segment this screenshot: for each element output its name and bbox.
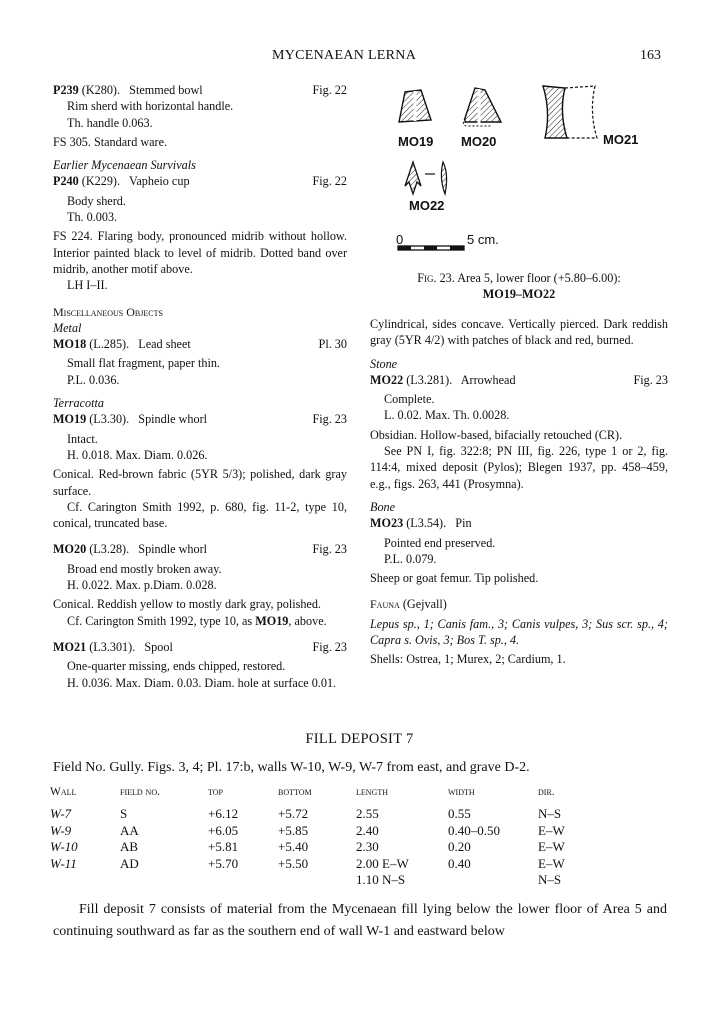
entry-mo18 — [53, 336, 347, 388]
left-column — [53, 82, 347, 691]
entry-desc: Conical. Red-brown fabric (5YR 5/3); polished, dark gray surface. — [53, 467, 347, 498]
mo21-drawing — [543, 86, 597, 138]
figure-ref: Fig. 23 — [312, 412, 347, 427]
entry-desc: FS 224. Flaring body, pronounced midrib without hollow. Interior painted black to level of midrib. Dotted band over midrib, another motif above. — [53, 229, 347, 276]
entry-line: Complete. — [384, 392, 435, 407]
catalog-id: MO19 — [53, 412, 87, 427]
section-heading: Miscellaneous Objects — [53, 304, 163, 319]
entry-p239 — [53, 82, 347, 150]
table-row: W-10 AB +5.81 +5.40 2.30 0.20 E–W — [50, 839, 565, 855]
field-info-line: Field No. Gully. Figs. 3, 4; Pl. 17:b, walls W-10, W-9, W-7 from east, and grave D-2. — [53, 760, 530, 775]
field-number: (L3.301). — [89, 639, 136, 654]
entry-line: Broad end mostly broken away. — [67, 561, 222, 576]
cross-ref: MO19 — [255, 613, 289, 628]
fauna-list: Lepus sp., 1; Canis fam., 3; Canis vulpes, 3; Sus scr. sp., 4; Capra s. Ovis, 3; Bos T. sp., 4. — [370, 616, 668, 648]
entry-line: One-quarter missing, ends chipped, restored. — [67, 659, 286, 674]
col-header: dir. — [538, 786, 555, 798]
table-row: 1.10 N–S N–S — [356, 872, 562, 888]
entry-line: H. 0.018. Max. Diam. 0.026. — [67, 447, 208, 462]
entry-mo21 — [53, 639, 347, 691]
col-header: bottom — [278, 786, 312, 798]
figure-label: MO20 — [461, 134, 497, 149]
field-number: (L3.54). — [406, 516, 447, 531]
entry-desc: Obsidian. Hollow-based, bifacially retouched (CR). — [370, 427, 623, 442]
figure-ref: Fig. 23 — [312, 639, 347, 654]
entry-line: H. 0.036. Max. Diam. 0.03. Diam. hole at surface 0.01. — [67, 675, 337, 690]
entry-line: P.L. 0.036. — [67, 372, 120, 387]
catalog-id: MO23 — [370, 516, 404, 531]
field-number: (L3.281). — [406, 372, 453, 387]
entry-line: L. 0.02. Max. Th. 0.0028. — [384, 408, 510, 423]
object-name: Lead sheet — [138, 337, 191, 352]
catalog-id: MO20 — [53, 542, 87, 557]
col-header: length — [356, 786, 388, 798]
caption-text: Area 5, lower floor (+5.80–6.00): — [454, 271, 621, 285]
table-row: W-7 S +6.12 +5.72 2.55 0.55 N–S — [50, 806, 562, 822]
section-subheading: Terracotta — [53, 396, 105, 411]
page-number: 163 — [640, 48, 661, 63]
fauna-heading: Fauna (Gejvall) — [370, 597, 447, 612]
figure-ref: Fig. 23 — [633, 372, 668, 387]
entry-line: H. 0.022. Max. p.Diam. 0.028. — [67, 578, 217, 593]
col-header: width — [448, 786, 475, 798]
object-name: Stemmed bowl — [129, 83, 203, 97]
entry-mo20 — [53, 541, 347, 628]
entry-desc: Cylindrical, sides concave. Vertically pierced. Dark reddish gray (5YR 4/2) with patches of black and red, burned. — [370, 317, 668, 348]
caption-range: MO19–MO22 — [482, 287, 556, 301]
object-name: Arrowhead — [460, 372, 516, 387]
field-number: (K280). — [81, 83, 121, 97]
catalog-id: MO18 — [53, 337, 87, 352]
col-header: field no. — [120, 786, 160, 798]
object-name: Pin — [455, 516, 472, 531]
entry-desc: FS 305. Standard ware. — [53, 134, 168, 149]
entry-p240 — [53, 173, 347, 293]
field-number: (K229). — [81, 174, 121, 189]
object-name: Vapheio cup — [128, 174, 190, 189]
plate-ref: Pl. 30 — [318, 337, 347, 352]
entry-line: P.L. 0.079. — [384, 551, 437, 566]
col-header: Wall — [50, 786, 77, 798]
right-column — [370, 316, 668, 668]
mo22-drawing — [405, 162, 447, 194]
catalog-id: P239 — [53, 83, 79, 97]
entry-comparanda: Cf. Carington Smith 1992, type 10, as MO19, above. — [67, 613, 327, 628]
object-name: Spindle whorl — [138, 412, 208, 427]
scale-label-five: 5 cm. — [467, 232, 499, 247]
entry-comparanda: Cf. Carington Smith 1992, p. 680, fig. 11-2, type 10, conical, truncated base. — [53, 499, 347, 531]
object-name: Spindle whorl — [138, 542, 208, 557]
entry-line: Intact. — [67, 431, 98, 446]
figure-label: MO19 — [398, 134, 434, 149]
figure-label: MO22 — [409, 198, 445, 213]
figure-label: MO21 — [603, 132, 639, 147]
entry-line: Th. 0.003. — [67, 210, 118, 225]
figure-caption — [370, 270, 668, 302]
shells-list: Shells: Ostrea, 1; Murex, 2; Cardium, 1. — [370, 652, 566, 667]
catalog-id: P240 — [53, 174, 79, 189]
entry-line: Small flat fragment, paper thin. — [67, 356, 220, 371]
scale-bar — [398, 246, 464, 250]
walls-table — [50, 786, 588, 889]
table-header-row — [50, 786, 588, 806]
entry-desc: Conical. Reddish yellow to mostly dark gray, polished. — [53, 597, 321, 612]
figure-ref: Fig. 22 — [312, 83, 347, 97]
field-number: (L3.30). — [89, 412, 130, 427]
field-number: (L3.28). — [89, 542, 130, 557]
figure-ref: Fig. 22 — [312, 174, 347, 189]
entry-mo22 — [370, 372, 668, 492]
table-row: W-11 AD +5.70 +5.50 2.00 E–W 0.40 E–W — [50, 855, 565, 871]
section-subheading: Earlier Mycenaean Survivals — [53, 158, 196, 173]
section-subheading: Stone — [370, 356, 398, 371]
running-title: MYCENAEAN LERNA — [272, 48, 417, 63]
scale-label-zero: 0 — [396, 232, 404, 247]
entry-line: Body sherd. — [67, 193, 126, 208]
entry-mo23 — [370, 515, 668, 586]
entry-line: Th. handle 0.063. — [67, 115, 153, 130]
figure-ref: Fig. 23 — [312, 542, 347, 557]
entry-mo19 — [53, 411, 347, 531]
figure-23 — [395, 82, 665, 302]
section-subheading: Bone — [370, 499, 396, 514]
caption-fig-number: Fig. 23. — [417, 271, 455, 285]
entry-comparanda: See PN I, fig. 322:8; PN III, fig. 226, type 1 or 2, fig. 114:4, mixed deposit (Pylos); Blegen 1937, pp. 458–459, e.g., figs. 263, 441 (Prosymna). — [370, 444, 668, 491]
entry-line: Pointed end preserved. — [384, 535, 496, 550]
body-paragraph: Fill deposit 7 consists of material from the Mycenaean fill lying below the lower floor of Area 5 and continuing southward as far as the southern end of wall W-1 and eastward below — [53, 902, 667, 939]
mo20-drawing — [463, 88, 501, 126]
catalog-id: MO22 — [370, 372, 404, 387]
section-title: FILL DEPOSIT 7 — [305, 731, 414, 747]
col-header: top — [208, 786, 223, 798]
section-subheading: Metal — [53, 320, 82, 335]
object-name: Spool — [144, 639, 173, 654]
table-row: W-9 AA +6.05 +5.85 2.40 0.40–0.50 E–W — [50, 822, 565, 838]
entry-period: LH I–II. — [67, 278, 108, 293]
field-number: (L.285). — [89, 337, 130, 352]
entry-line: Rim sherd with horizontal handle. — [67, 99, 234, 114]
artifact-drawings — [395, 82, 665, 262]
mo19-drawing — [399, 90, 431, 122]
catalog-id: MO21 — [53, 639, 87, 654]
entry-desc: Sheep or goat femur. Tip polished. — [370, 571, 539, 586]
